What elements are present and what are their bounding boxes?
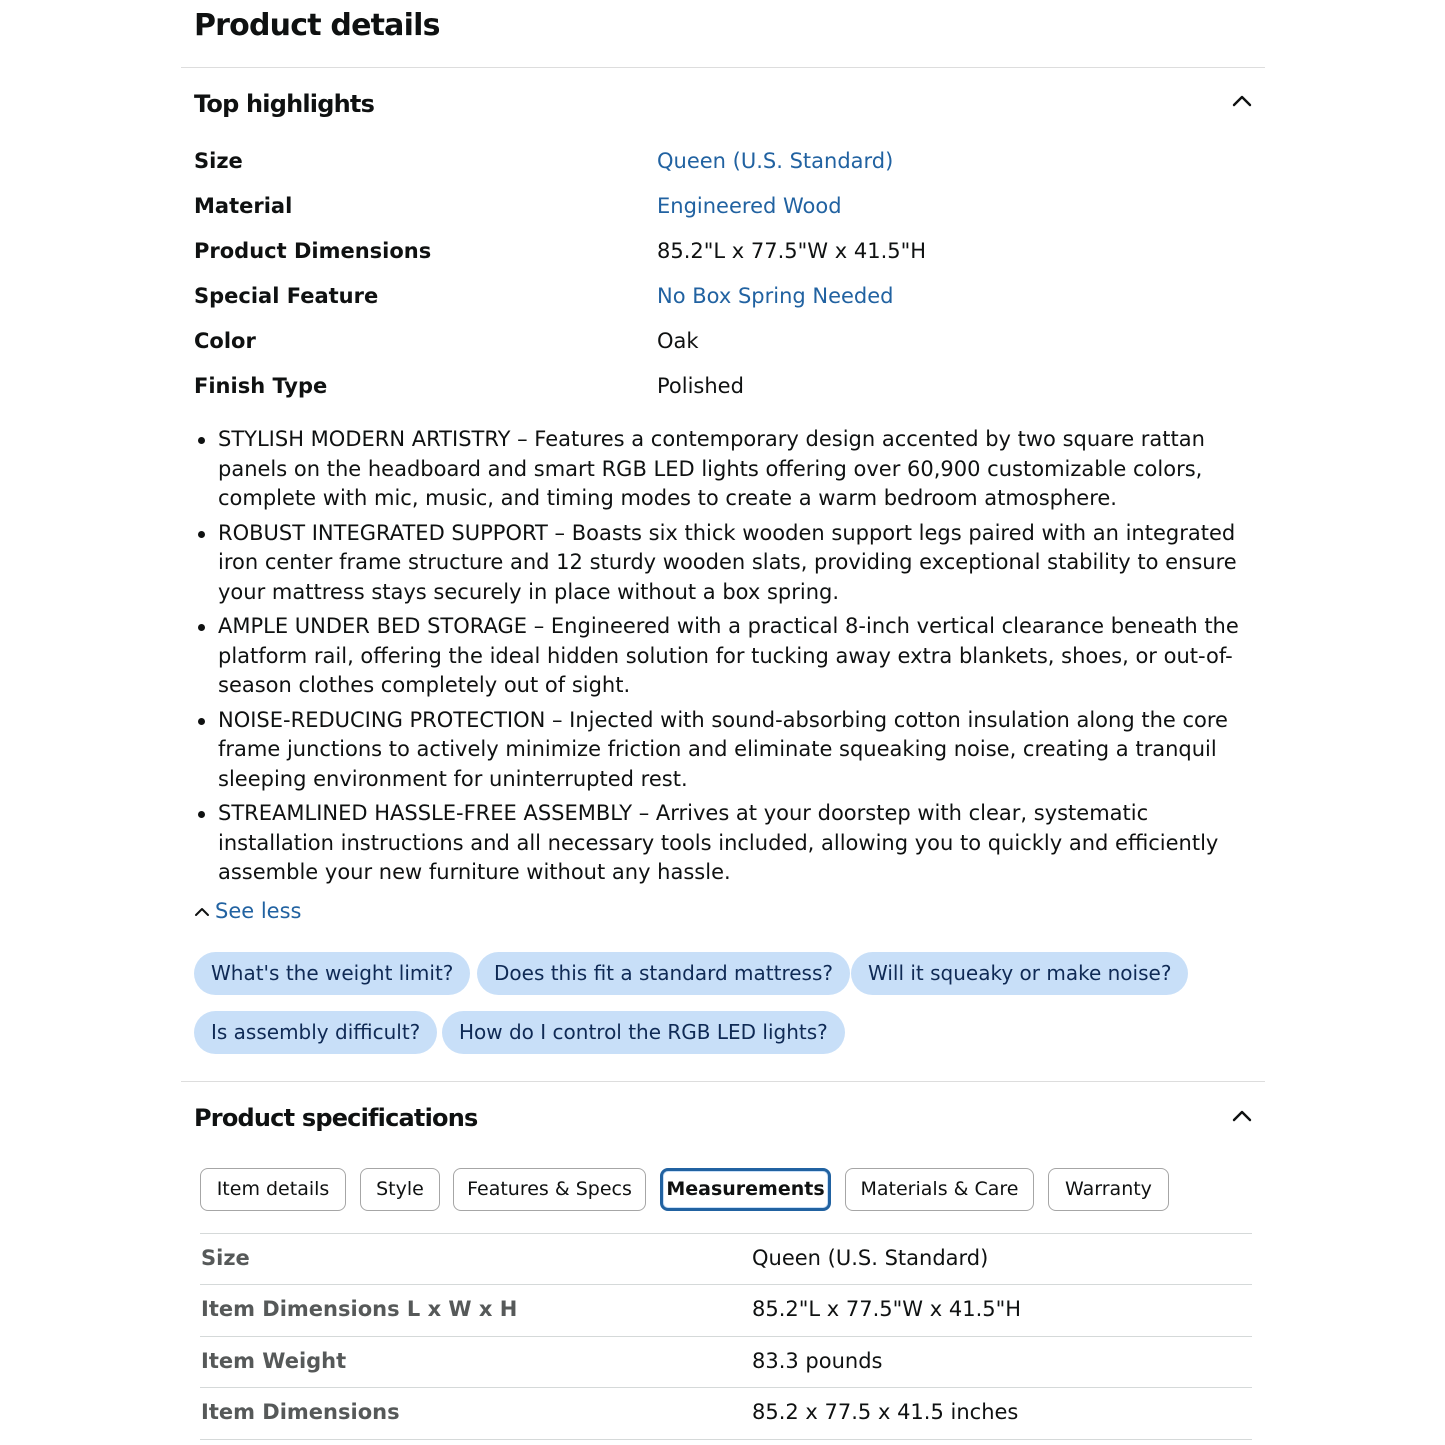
highlight-row-size — [194, 149, 1254, 189]
collapse-specifications-chevron-up-icon[interactable] — [1230, 1104, 1254, 1128]
question-pill[interactable]: Is assembly difficult? — [194, 1011, 437, 1054]
tab-style[interactable]: Style — [360, 1168, 440, 1211]
highlight-row-product-dimensions — [194, 239, 1254, 279]
highlight-row-color — [194, 329, 1254, 369]
feature-bullet-list — [194, 425, 1262, 893]
highlight-label: Product Dimensions — [194, 239, 432, 263]
highlight-label: Finish Type — [194, 374, 328, 398]
spec-divider — [200, 1336, 1252, 1337]
bullet-dot-icon — [198, 811, 205, 818]
feature-bullet-text: NOISE-REDUCING PROTECTION – Injected with sound-absorbing cotton insulation along the core frame junctions to actively minimize friction and eliminate squeaking noise, creating a tranquil sleeping environment for uninterrupted rest. — [218, 707, 1228, 791]
divider — [181, 67, 1265, 68]
bullet-dot-icon — [198, 437, 205, 444]
question-pill[interactable]: Does this fit a standard mattress? — [477, 952, 850, 995]
highlight-value-link[interactable]: Queen (U.S. Standard) — [657, 149, 894, 173]
highlight-label: Special Feature — [194, 284, 379, 308]
spec-value: 83.3 pounds — [752, 1349, 883, 1373]
spec-row-item-weight — [200, 1338, 1252, 1389]
page-title: Product details — [194, 8, 440, 43]
chevron-up-icon — [193, 904, 211, 918]
highlight-row-special-feature — [194, 284, 1254, 324]
highlight-value: Polished — [657, 374, 744, 398]
feature-bullet — [194, 519, 1262, 608]
spec-row-item-dimensions — [200, 1389, 1252, 1440]
feature-bullet-text: AMPLE UNDER BED STORAGE – Engineered with a practical 8-inch vertical clearance beneath the platform rail, offering the ideal hidden solution for tucking away extra blankets, shoes, or out-of-season clothes completely out of sight. — [218, 614, 1239, 697]
question-pill[interactable]: Will it squeaky or make noise? — [851, 952, 1188, 995]
highlight-value: Oak — [657, 329, 699, 353]
highlight-label: Material — [194, 194, 293, 218]
see-less-link[interactable] — [193, 899, 301, 923]
spec-divider — [200, 1284, 1252, 1285]
feature-bullet — [194, 706, 1262, 795]
feature-bullet-text: STYLISH MODERN ARTISTRY – Features a contemporary design accented by two square rattan panels on the headboard and smart RGB LED lights offering over 60,900 customizable colors, complete with mic, music, and timing modes to create a warm bedroom atmosphere. — [218, 427, 1205, 510]
highlight-value-link[interactable]: No Box Spring Needed — [657, 284, 894, 308]
spec-value: 85.2"L x 77.5"W x 41.5"H — [752, 1297, 1022, 1321]
highlight-row-material — [194, 194, 1254, 234]
tab-features-specs[interactable]: Features & Specs — [453, 1168, 646, 1211]
feature-bullet — [194, 425, 1262, 514]
tab-warranty[interactable]: Warranty — [1048, 1168, 1169, 1211]
bullet-dot-icon — [198, 531, 205, 538]
spec-row-item-dimensions-lwh — [200, 1286, 1252, 1337]
highlight-value: 85.2"L x 77.5"W x 41.5"H — [657, 239, 927, 263]
tab-materials-care[interactable]: Materials & Care — [845, 1168, 1034, 1211]
top-highlights-title: Top highlights — [194, 90, 375, 118]
product-specifications-title: Product specifications — [194, 1104, 478, 1132]
spec-label: Item Weight — [201, 1349, 347, 1373]
spec-label: Size — [201, 1246, 250, 1270]
highlight-row-finish-type — [194, 374, 1254, 414]
feature-bullet-text: ROBUST INTEGRATED SUPPORT – Boasts six thick wooden support legs paired with an integrated iron center frame structure and 12 sturdy wooden slats, providing exceptional stability to ensure your mattress stays securely in place without a box spring. — [218, 520, 1237, 604]
bullet-dot-icon — [198, 718, 205, 725]
spec-divider — [200, 1233, 1252, 1234]
see-less-label: See less — [215, 899, 302, 923]
question-pill[interactable]: How do I control the RGB LED lights? — [442, 1011, 845, 1054]
feature-bullet-text: STREAMLINED HASSLE-FREE ASSEMBLY – Arrives at your doorstep with clear, systematic installation instructions and all necessary tools included, allowing you to quickly and efficiently assemble your new furniture without any hassle. — [218, 801, 1219, 884]
highlight-label: Color — [194, 329, 256, 353]
bullet-dot-icon — [198, 624, 205, 631]
divider — [181, 1081, 1265, 1082]
feature-bullet — [194, 612, 1262, 701]
feature-bullet — [194, 799, 1262, 888]
spec-divider — [200, 1387, 1252, 1388]
spec-divider — [200, 1439, 1252, 1440]
highlight-value-link[interactable]: Engineered Wood — [657, 194, 842, 218]
spec-value: Queen (U.S. Standard) — [752, 1246, 989, 1270]
spec-value: 85.2 x 77.5 x 41.5 inches — [752, 1400, 1019, 1424]
spec-row-size — [200, 1235, 1252, 1286]
question-pill[interactable]: What's the weight limit? — [194, 952, 470, 995]
collapse-highlights-chevron-up-icon[interactable] — [1230, 89, 1254, 113]
spec-label: Item Dimensions L x W x H — [201, 1297, 518, 1321]
tab-measurements[interactable]: Measurements — [660, 1168, 831, 1211]
highlight-label: Size — [194, 149, 243, 173]
spec-label: Item Dimensions — [201, 1400, 400, 1424]
tab-item-details[interactable]: Item details — [200, 1168, 346, 1211]
